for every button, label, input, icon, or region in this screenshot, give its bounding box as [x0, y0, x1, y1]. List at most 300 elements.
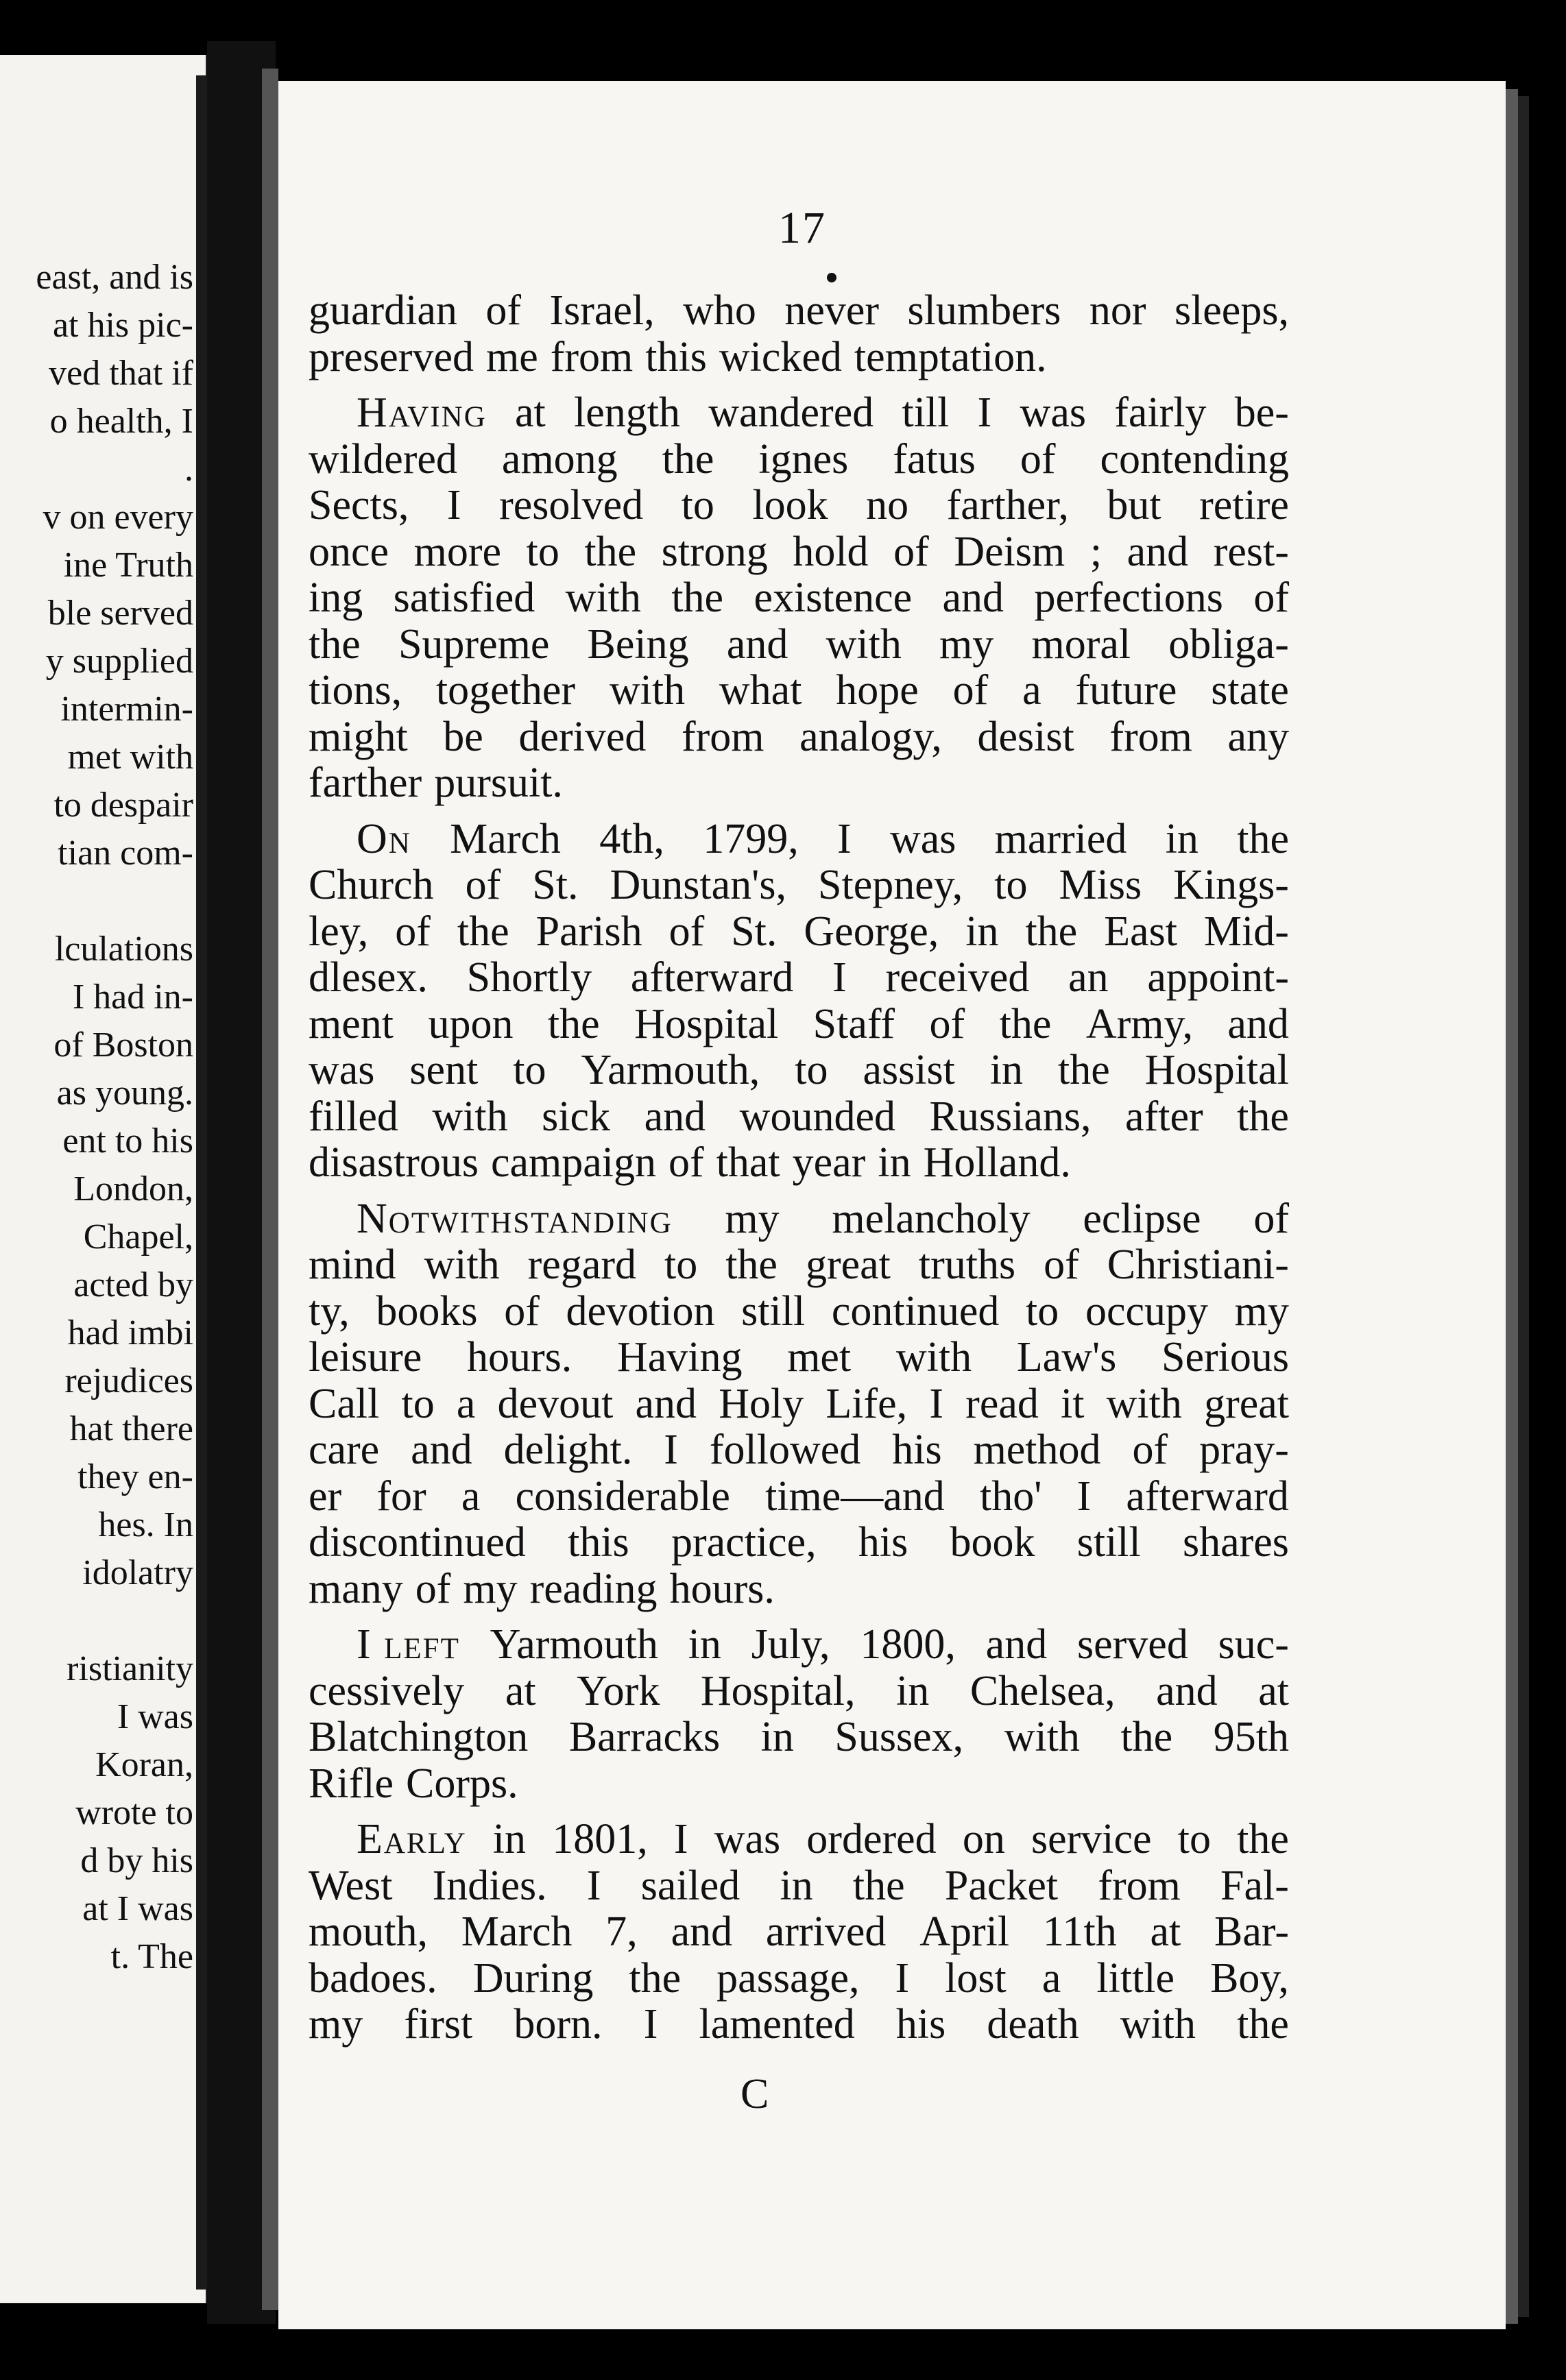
word: devout: [497, 1380, 614, 1427]
word: I: [837, 815, 852, 862]
word: Life,: [826, 1380, 908, 1427]
word: in: [760, 1714, 794, 1760]
word: Being: [587, 620, 689, 668]
word: the: [999, 1000, 1052, 1047]
left-page-line: at I was: [82, 1889, 193, 1928]
word: lamented: [699, 2001, 855, 2048]
word: at: [1150, 1908, 1181, 1955]
word: Holy: [719, 1380, 804, 1427]
word: badoes.: [309, 1954, 437, 2002]
word: Parish: [535, 908, 642, 955]
word: to: [513, 1047, 546, 1093]
word: wandered: [708, 389, 874, 436]
word: Army,: [1085, 1000, 1193, 1047]
word: among: [501, 435, 618, 483]
word: 11th: [1042, 1908, 1117, 1955]
word: assist: [863, 1047, 955, 1093]
word: my: [309, 2001, 363, 2048]
word: Sussex,: [834, 1714, 964, 1760]
word: be-: [1234, 389, 1289, 436]
word: guardian: [309, 287, 457, 334]
word: with: [424, 1241, 500, 1288]
word: of: [668, 908, 705, 955]
ink-dot: [827, 273, 836, 282]
text-line: [309, 1474, 1289, 1520]
word: still: [741, 1287, 806, 1335]
page-edge: [1518, 96, 1529, 2317]
word: many: [309, 1565, 403, 1612]
word: no: [866, 482, 909, 529]
left-page-line: ved that if: [49, 354, 193, 393]
word: to: [1026, 1287, 1059, 1335]
word: any: [1227, 713, 1289, 760]
word: ley,: [309, 908, 369, 955]
page-number: 17: [778, 203, 826, 253]
word: campaign: [491, 1139, 657, 1186]
word: still: [1076, 1519, 1141, 1566]
word: be: [443, 713, 483, 760]
word: Hospital,: [700, 1667, 856, 1714]
left-page-line: .: [184, 450, 193, 489]
word: method: [973, 1426, 1101, 1473]
word: afterward: [630, 954, 794, 1001]
word: and: [671, 1908, 733, 1955]
word: was: [1020, 389, 1086, 436]
word: from: [550, 333, 634, 380]
word: of: [395, 908, 431, 955]
left-page-line: as young.: [56, 1073, 193, 1113]
word: tions,: [309, 667, 402, 714]
word: his: [858, 1519, 908, 1566]
word: year: [792, 1139, 866, 1186]
word: from: [1109, 713, 1192, 760]
word: lost: [945, 1954, 1007, 2002]
word: the: [1237, 1816, 1289, 1862]
word: for: [376, 1472, 426, 1520]
word: Barracks: [568, 1714, 721, 1760]
word: mind: [309, 1241, 396, 1288]
word: fairly: [1114, 389, 1207, 436]
text-line: [309, 668, 1289, 714]
paragraph-lead: I left: [357, 1621, 460, 1668]
word: served: [1077, 1621, 1188, 1668]
word: Packet: [944, 1862, 1059, 1909]
word: I: [832, 954, 847, 1001]
word: desist: [977, 713, 1074, 760]
word: regard: [527, 1241, 636, 1288]
word: of: [504, 1287, 540, 1335]
word: from: [1098, 1862, 1181, 1909]
word: followed: [709, 1426, 861, 1473]
word: the: [1237, 815, 1289, 862]
left-page-line: ble served: [47, 594, 193, 633]
word: pray-: [1199, 1426, 1289, 1473]
word: in: [989, 1047, 1024, 1093]
word: to: [664, 1241, 698, 1288]
word: 1799,: [703, 815, 799, 862]
left-page-line: hat there: [69, 1409, 193, 1448]
word: future: [1075, 667, 1177, 714]
word: hope: [836, 667, 919, 714]
word: and: [985, 1621, 1048, 1668]
left-page-line: Koran,: [95, 1745, 193, 1784]
word: 7,: [605, 1908, 638, 1955]
text-line: [309, 760, 1289, 807]
word: I: [586, 1862, 601, 1909]
word: a: [456, 1380, 476, 1427]
word: to: [401, 1380, 435, 1427]
left-page-line: east, and is: [36, 258, 193, 297]
word: that: [716, 1139, 780, 1186]
word: death: [987, 2001, 1079, 2048]
word: the: [457, 908, 509, 955]
word: the: [629, 1954, 682, 2002]
word: of: [485, 287, 522, 334]
left-page-line: met with: [67, 738, 193, 777]
left-page-line: idolatry: [82, 1553, 193, 1592]
text-line: [309, 955, 1289, 1001]
word: my: [1234, 1287, 1289, 1335]
word: at: [505, 1667, 536, 1714]
word: an: [1068, 954, 1109, 1001]
word: of: [1132, 1426, 1168, 1473]
word: George,: [804, 908, 939, 955]
word: Shortly: [466, 954, 592, 1001]
word: wounded: [739, 1093, 895, 1140]
word: with: [1106, 1380, 1182, 1427]
word: nor: [1089, 287, 1146, 334]
word: in: [688, 1621, 721, 1668]
word: Israel,: [549, 287, 655, 334]
word: read: [965, 1380, 1039, 1427]
word: state: [1211, 667, 1289, 714]
word: obliga-: [1168, 620, 1289, 668]
word: satisfied: [393, 574, 535, 621]
word: considerable: [515, 1472, 730, 1520]
text-line: [309, 1668, 1289, 1715]
word: was: [714, 1816, 781, 1862]
word: Supreme: [398, 620, 550, 668]
word: was: [309, 1047, 375, 1093]
word: farther: [309, 760, 422, 806]
word: sleeps,: [1174, 287, 1289, 334]
word: in: [896, 1667, 930, 1714]
word: rest-: [1213, 528, 1289, 575]
word: with: [432, 1093, 508, 1140]
left-page-line: rejudices: [64, 1361, 193, 1400]
text-line: [309, 1566, 1289, 1613]
word: Law's: [1016, 1334, 1117, 1381]
word: preserved: [309, 333, 474, 380]
word: ordered: [806, 1816, 937, 1862]
left-page-line: ent to his: [62, 1121, 193, 1161]
word: my: [463, 1565, 518, 1612]
word: East: [1104, 908, 1177, 955]
word: together: [435, 667, 576, 714]
word: my: [939, 620, 994, 668]
word: Indies.: [432, 1862, 547, 1909]
left-page-line: had imbi: [67, 1313, 193, 1352]
word: I: [977, 389, 992, 436]
word: Russians,: [929, 1093, 1092, 1140]
word: 4th,: [599, 815, 664, 862]
text-line: [309, 483, 1289, 529]
text-line: [309, 1381, 1289, 1428]
word: of: [668, 1139, 704, 1186]
word: wildered: [309, 435, 457, 483]
word: after: [1125, 1093, 1203, 1140]
word: and: [635, 1380, 697, 1427]
paragraph-gap: [309, 380, 1289, 390]
word: the: [584, 528, 637, 575]
word: retire: [1199, 482, 1289, 529]
word: Yarmouth,: [581, 1047, 760, 1093]
paragraph-lead: Notwithstanding: [357, 1195, 673, 1242]
text-line: [309, 288, 1289, 335]
word: my: [725, 1195, 780, 1242]
word: in: [492, 1816, 527, 1862]
word: Sects,: [309, 482, 409, 529]
word: discontinued: [309, 1519, 526, 1566]
word: the: [1058, 1047, 1110, 1093]
word: delight.: [503, 1426, 633, 1473]
word: the: [309, 620, 361, 668]
word: temptation.: [854, 333, 1047, 380]
word: of: [952, 667, 989, 714]
word: er: [309, 1472, 342, 1520]
word: book: [950, 1519, 1035, 1566]
text-line: [309, 575, 1289, 622]
text-line: [309, 622, 1289, 668]
word: West: [309, 1862, 393, 1909]
word: Dunstan's,: [610, 862, 786, 908]
word: on: [962, 1816, 1005, 1862]
left-page-line: v on every: [43, 498, 193, 537]
word: ment: [309, 1000, 394, 1047]
paragraph-lead: On: [357, 815, 411, 862]
word: moral: [1031, 620, 1131, 668]
word: upon: [428, 1000, 514, 1047]
word: Hospital: [1144, 1047, 1289, 1093]
paragraph-gap: [309, 1187, 1289, 1196]
word: this: [568, 1519, 629, 1566]
word: wicked: [719, 333, 842, 380]
word: in: [1165, 815, 1198, 862]
word: dlesex.: [309, 954, 428, 1001]
word: sick: [542, 1093, 611, 1140]
word: Bar-: [1214, 1908, 1289, 1955]
left-page-line: acted by: [73, 1265, 193, 1304]
word: but: [1107, 482, 1161, 529]
paragraph-lead: Early: [357, 1816, 467, 1862]
text-line: [309, 1001, 1289, 1048]
word: Deism: [954, 528, 1065, 575]
word: a: [461, 1472, 481, 1520]
word: St.: [532, 862, 579, 908]
text-line: [309, 1289, 1289, 1335]
word: and: [411, 1426, 472, 1473]
text-line: [309, 816, 1289, 863]
spine-highlight: [262, 69, 278, 2310]
word: filled: [309, 1093, 398, 1140]
word: little: [1096, 1954, 1175, 2002]
word: was: [889, 815, 956, 862]
word: March: [461, 1908, 573, 1955]
left-page-line: tian com-: [58, 834, 193, 873]
word: service: [1031, 1816, 1152, 1862]
word: leisure: [309, 1334, 422, 1381]
word: and: [942, 574, 1004, 621]
word: of: [1044, 1241, 1079, 1288]
word: mouth,: [309, 1908, 428, 1955]
word: to: [795, 1047, 828, 1093]
word: 95th: [1213, 1714, 1289, 1760]
word: strong: [661, 528, 768, 575]
word: of: [893, 528, 929, 575]
word: derived: [518, 713, 647, 760]
text-line: [309, 1140, 1289, 1187]
word: I: [929, 1380, 943, 1427]
left-page-line: d by his: [80, 1841, 193, 1880]
text-line: [309, 862, 1289, 909]
left-page-line: wrote to: [75, 1793, 193, 1832]
word: in: [780, 1862, 813, 1909]
left-page-line: lculations: [54, 930, 193, 969]
word: in: [965, 908, 999, 955]
word: more: [413, 528, 502, 575]
word: time—and: [765, 1472, 945, 1520]
text-line: [309, 1242, 1289, 1289]
word: ing: [309, 574, 363, 621]
word: the: [547, 1000, 600, 1047]
text-line: [309, 1817, 1289, 1863]
word: to: [681, 482, 714, 529]
word: with: [609, 667, 686, 714]
word: eclipse: [1083, 1195, 1201, 1242]
word: great: [1204, 1380, 1289, 1427]
word: I: [446, 482, 461, 529]
word: born.: [514, 2001, 603, 2048]
word: and: [1227, 1000, 1289, 1047]
word: might: [309, 713, 408, 760]
left-page-line: they en-: [77, 1457, 193, 1496]
word: suc-: [1218, 1621, 1289, 1668]
word: St.: [731, 908, 778, 955]
word: occupy: [1085, 1287, 1208, 1335]
word: pursuit.: [434, 760, 563, 806]
paragraph-gap: [309, 1612, 1289, 1622]
word: cessively: [309, 1667, 465, 1714]
word: Miss: [1059, 862, 1142, 908]
word: of: [1020, 435, 1056, 483]
text-line: [309, 1761, 1289, 1808]
paragraph-lead: Having: [357, 389, 487, 436]
text-line: [309, 1427, 1289, 1474]
word: a: [1022, 667, 1041, 714]
word: the: [662, 435, 714, 483]
word: of: [929, 1000, 965, 1047]
word: Staff: [812, 1000, 895, 1047]
word: to: [526, 528, 559, 575]
word: from: [681, 713, 764, 760]
word: I: [895, 1954, 910, 2002]
word: July,: [751, 1621, 830, 1668]
word: to: [1177, 1816, 1211, 1862]
left-page-line: t. The: [110, 1937, 193, 1976]
text-line: [309, 714, 1289, 761]
paragraph-gap: [309, 807, 1289, 816]
body-text: [309, 288, 1289, 2058]
signature-mark: C: [740, 2071, 769, 2117]
word: hold: [793, 528, 869, 575]
left-page-line: ine Truth: [63, 546, 193, 585]
word: and: [644, 1093, 706, 1140]
text-line: [309, 1335, 1289, 1381]
word: Kings-: [1173, 862, 1289, 908]
word: of: [415, 1565, 451, 1612]
word: afterward: [1126, 1472, 1289, 1520]
text-line: [309, 529, 1289, 576]
word: I: [643, 2001, 658, 2048]
word: contending: [1100, 435, 1289, 483]
word: and: [1127, 528, 1189, 575]
word: look: [752, 482, 828, 529]
word: a: [1041, 1954, 1061, 2002]
word: never: [784, 287, 880, 334]
word: the: [1120, 1714, 1173, 1760]
word: Rifle: [309, 1760, 394, 1807]
left-page-line: intermin-: [60, 690, 193, 729]
word: of: [1253, 1195, 1289, 1242]
text-line: [309, 909, 1289, 956]
left-page-line: London,: [73, 1169, 193, 1209]
text-line: [309, 1714, 1289, 1761]
word: sent: [409, 1047, 479, 1093]
word: ;: [1089, 528, 1103, 575]
left-page-line: to despair: [53, 786, 193, 825]
word: his: [892, 1426, 942, 1473]
word: practice,: [671, 1519, 817, 1566]
word: slumbers: [907, 287, 1061, 334]
word: resolved: [499, 482, 644, 529]
text-line: [309, 1909, 1289, 1956]
word: Church: [309, 862, 434, 908]
word: March: [450, 815, 561, 862]
text-line: [309, 1622, 1289, 1668]
word: Yarmouth: [490, 1621, 658, 1668]
text-line: [309, 1196, 1289, 1243]
left-page-line: of Boston: [53, 1025, 193, 1065]
word: of: [1253, 574, 1289, 621]
word: of: [465, 862, 501, 908]
word: Chelsea,: [969, 1667, 1116, 1714]
word: York: [577, 1667, 660, 1714]
text-line: [309, 390, 1289, 437]
word: farther,: [946, 482, 1069, 529]
word: with: [1004, 1714, 1080, 1760]
word: tho': [979, 1472, 1042, 1520]
word: the: [671, 574, 724, 621]
word: Stepney,: [817, 862, 963, 908]
text-line: [309, 2002, 1289, 2048]
word: received: [885, 954, 1030, 1001]
word: Holland.: [923, 1139, 1071, 1186]
word: appoint-: [1147, 954, 1289, 1001]
word: with: [1120, 2001, 1196, 2048]
word: I: [673, 1816, 688, 1862]
word: April: [919, 1908, 1010, 1955]
word: passage,: [716, 1954, 860, 2002]
